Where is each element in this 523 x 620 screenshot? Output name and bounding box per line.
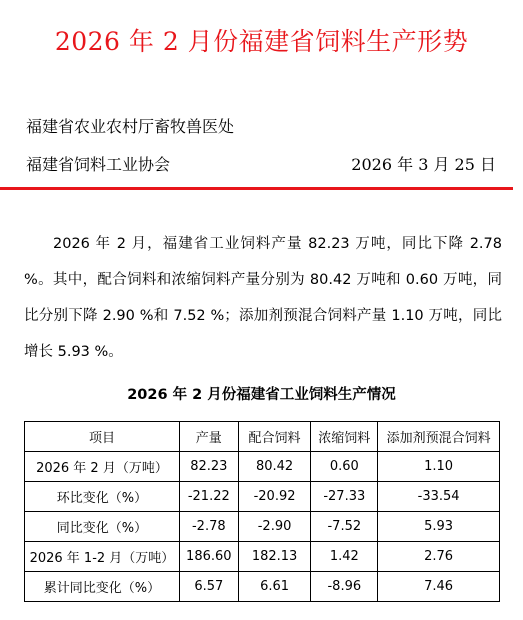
issue-date: 2026 年 3 月 25 日: [351, 155, 496, 174]
summary-paragraph: 2026 年 2 月，福建省工业饲料产量 82.23 万吨，同比下降 2.78 %。其中，配合饲料和浓缩饲料产量分别为 80.42 万吨和 0.60 万吨，同比分别下降 2.90 %和 7.52 %；添加剂预混合饲料产量 1.10 万吨，同比增长 5.93 %。: [24, 236, 502, 360]
table-cell: -2.90: [238, 512, 311, 542]
document-title: 2026 年 2 月份福建省饲料生产形势: [54, 27, 469, 56]
table-cell: -2.78: [179, 512, 238, 542]
table-cell: 1.10: [378, 452, 500, 482]
table-cell: 6.57: [179, 572, 238, 602]
header-premix-feed: 添加剂预混合饲料: [378, 422, 500, 452]
header-output: 产量: [179, 422, 238, 452]
table-cell: -33.54: [378, 482, 500, 512]
issuer-association: 福建省饲料工业协会: [26, 155, 171, 174]
table-cell: 1.42: [311, 542, 378, 572]
table-row: [25, 482, 500, 512]
issuer-line: [26, 152, 496, 175]
header-compound-feed: 配合饲料: [238, 422, 311, 452]
table-cell: -20.92: [238, 482, 311, 512]
table-cell: 80.42: [238, 452, 311, 482]
table-title: 2026 年 2 月份福建省工业饲料生产情况: [127, 387, 396, 403]
table-cell: 环比变化（%）: [25, 482, 180, 512]
table-cell: 5.93: [378, 512, 500, 542]
table-cell: -8.96: [311, 572, 378, 602]
table-cell: 2026 年 2 月（万吨）: [25, 452, 180, 482]
table-cell: 186.60: [179, 542, 238, 572]
header-concentrate-feed: 浓缩饲料: [311, 422, 378, 452]
table-cell: 2026 年 1-2 月（万吨）: [25, 542, 180, 572]
table-header-row: [25, 422, 500, 452]
table-row: [25, 542, 500, 572]
table-cell: 7.46: [378, 572, 500, 602]
table-cell: -21.22: [179, 482, 238, 512]
table-cell: 2.76: [378, 542, 500, 572]
table-cell: 累计同比变化（%）: [25, 572, 180, 602]
production-table: [24, 421, 500, 602]
table-cell: -7.52: [311, 512, 378, 542]
table-cell: 6.61: [238, 572, 311, 602]
header-item: 项目: [25, 422, 180, 452]
table-row: [25, 452, 500, 482]
table-cell: 182.13: [238, 542, 311, 572]
table-cell: 82.23: [179, 452, 238, 482]
table-row: [25, 572, 500, 602]
table-cell: 0.60: [311, 452, 378, 482]
red-divider: [0, 187, 513, 190]
table-cell: -27.33: [311, 482, 378, 512]
table-row: [25, 512, 500, 542]
table-cell: 同比变化（%）: [25, 512, 180, 542]
issuer-department: 福建省农业农村厅畜牧兽医处: [26, 117, 235, 136]
